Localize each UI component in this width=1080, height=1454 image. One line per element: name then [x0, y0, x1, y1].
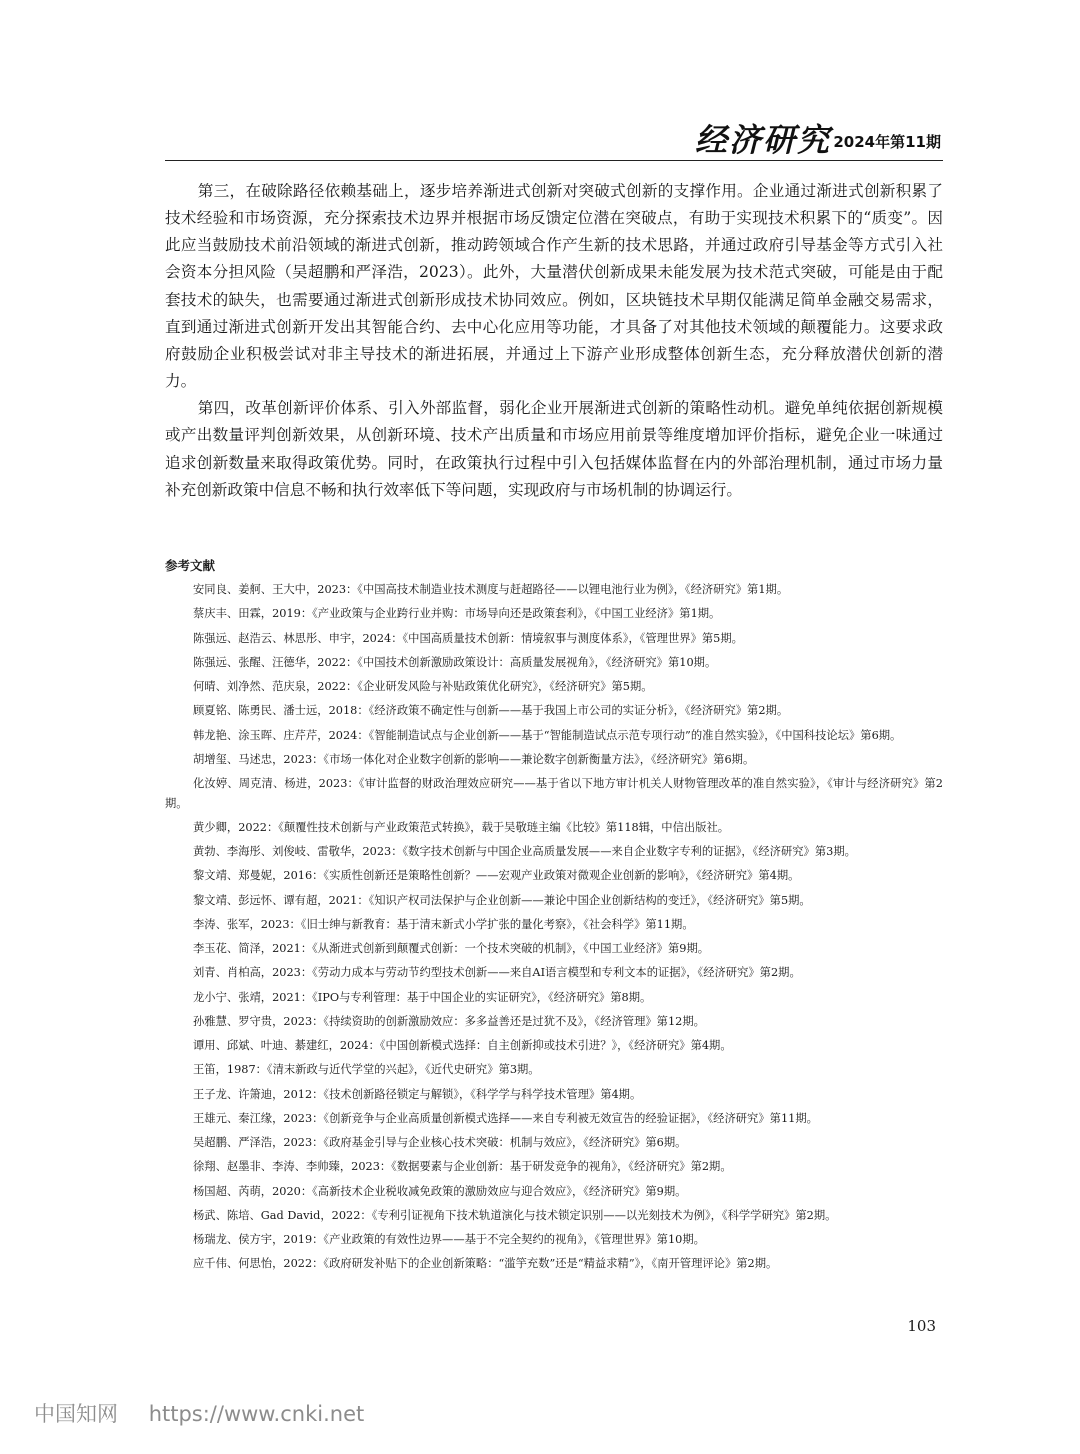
cnki-brand: 中国知网: [34, 1402, 118, 1426]
reference-item: 应千伟、何思怡，2022：《政府研发补贴下的企业创新策略：“滥竽充数”还是“精益求精”》，《南开管理评论》第2期。: [193, 1257, 778, 1271]
body-paragraph: 第四，改革创新评价体系、引入外部监督，弱化企业开展渐进式创新的策略性动机。避免单纯依据创新规模或产出数量评判创新效果，从创新环境、技术产出质量和市场应用前景等维度增加评价指标，避免企业一味通过追求创新数量来取得政策优势。同时，在政策执行过程中引入包括媒体监督在内的外部治理机制，通过市场力量补充创新政策中信息不畅和执行效率低下等问题，实现政府与市场机制的协调运行。: [165, 399, 943, 499]
body-paragraph: 第三，在破除路径依赖基础上，逐步培养渐进式创新对突破式创新的支撑作用。企业通过渐进式创新积累了技术经验和市场资源，充分探索技术边界并根据市场反馈定位潜在突破点，有助于实现技术积累下的“质变”。因此应当鼓励技术前沿领域的渐进式创新，推动跨领域合作产生新的技术思路，并通过政府引导基金等方式引入社会资本分担风险（吴超鹏和严泽浩，2023）。此外，大量潜伏创新成果未能发展为技术范式突破，可能是由于配套技术的缺失，也需要通过渐进式创新形成技术协同效应。例如，区块链技术早期仅能满足简单金融交易需求，直到通过渐进式创新开发出其智能合约、去中心化应用等功能，才具备了对其他技术领域的颠覆能力。这要求政府鼓励企业积极尝试对非主导技术的渐进拓展，并通过上下游产业形成整体创新生态，充分释放潜伏创新的潜力。: [165, 182, 943, 391]
reference-item: 顾夏铭、陈勇民、潘士远，2018：《经济政策不确定性与创新——基于我国上市公司的实证分析》，《经济研究》第2期。: [193, 704, 789, 718]
reference-item: 李玉花、简泽，2021：《从渐进式创新到颠覆式创新：一个技术突破的机制》，《中国工业经济》第9期。: [193, 942, 710, 955]
reference-item: 王笛，1987：《清末新政与近代学堂的兴起》，《近代史研究》第3期。: [193, 1063, 540, 1077]
watermark-footer: [34, 1400, 364, 1428]
reference-item: 黎文靖、郑曼妮，2016：《实质性创新还是策略性创新？——宏观产业政策对微观企业创新的影响》，《经济研究》第4期。: [193, 869, 800, 883]
page-number: 103: [907, 1317, 936, 1335]
reference-item: 安同良、姜舸、王大中，2023：《中国高技术制造业技术测度与赶超路径——以锂电池行业为例》，《经济研究》第1期。: [193, 583, 789, 596]
reference-item: 王雄元、秦江缘，2023：《创新竞争与企业高质量创新模式选择——来自专利被无效宣告的经验证据》，《经济研究》第11期。: [193, 1111, 818, 1125]
reference-item: 化汝婷、周克清、杨进，2023：《审计监督的财政治理效应研究——基于省以下地方审计机关人财物管理改革的准自然实验》，《审计与经济研究》第2期。: [165, 777, 943, 810]
reference-item: 谭用、邱斌、叶迪、綦建红，2024：《中国创新模式选择：自主创新抑或技术引进？》，《经济研究》第4期。: [193, 1039, 732, 1052]
reference-list: [165, 580, 943, 1279]
reference-item: 韩龙艳、涂玉晖、庄芹芹，2024：《智能制造试点与企业创新——基于“智能制造试点示范专项行动”的准自然实验》，《中国科技论坛》第6期。: [193, 728, 902, 742]
reference-item: 陈强远、张醒、汪德华，2022：《中国技术创新激励政策设计：高质量发展视角》，《经济研究》第10期。: [193, 655, 717, 669]
reference-item: 徐翔、赵墨非、李涛、李帅臻，2023：《数据要素与企业创新：基于研发竞争的视角》，《经济研究》第2期。: [193, 1160, 732, 1174]
reference-item: 黄勃、李海彤、刘俊岐、雷敬华，2023：《数字技术创新与中国企业高质量发展——来自企业数字专利的证据》，《经济研究》第3期。: [193, 845, 856, 858]
reference-item: 何晴、刘净然、范庆泉，2022：《企业研发风险与补贴政策优化研究》，《经济研究》第5期。: [193, 680, 653, 693]
main-body: [165, 178, 943, 504]
reference-item: 王子龙、许箫迪，2012：《技术创新路径锁定与解锁》，《科学学与科学技术管理》第4期。: [193, 1087, 642, 1101]
reference-item: 蔡庆丰、田霖，2019：《产业政策与企业跨行业并购：市场导向还是政策套利》，《中国工业经济》第1期。: [193, 607, 721, 621]
reference-item: 黄少卿，2022：《颠覆性技术创新与产业政策范式转换》，载于吴敬琏主编《比较》第118辑，中信出版社。: [193, 820, 730, 834]
reference-item: 刘青、肖柏高，2023：《劳动力成本与劳动节约型技术创新——来自AI语言模型和专利文本的证据》，《经济研究》第2期。: [193, 966, 801, 980]
reference-item: 杨国超、芮萌，2020：《高新技术企业税收减免政策的激励效应与迎合效应》，《经济研究》第9期。: [193, 1184, 687, 1198]
reference-item: 李涛、张军，2023：《旧士绅与新教育：基于清末新式小学扩张的量化考察》，《社会科学》第11期。: [193, 917, 694, 931]
reference-item: 杨瑞龙、侯方宇，2019：《产业政策的有效性边界——基于不完全契约的视角》，《管理世界》第10期。: [193, 1233, 705, 1246]
journal-logo: 经济研究: [694, 121, 831, 159]
reference-item: 黎文靖、彭远怀、谭有超，2021：《知识产权司法保护与企业创新——兼论中国企业创新结构的变迁》，《经济研究》第5期。: [193, 893, 811, 907]
reference-item: 杨武、陈培、Gad David，2022：《专利引证视角下技术轨道演化与技术锁定识别——以光刻技术为例》，《科学学研究》第2期。: [193, 1208, 837, 1222]
cnki-url-link[interactable]: https://www.cnki.net: [148, 1402, 365, 1426]
running-header: [165, 122, 943, 161]
issue-label: 2024年第11期: [833, 133, 941, 151]
reference-item: 胡增玺、马述忠，2023：《市场一体化对企业数字创新的影响——兼论数字创新衡量方法》，《经济研究》第6期。: [193, 752, 755, 766]
reference-item: 龙小宁、张靖，2021：《IPO与专利管理：基于中国企业的实证研究》，《经济研究》第8期。: [193, 990, 652, 1004]
reference-item: 陈强远、赵浩云、林思彤、申宇，2024：《中国高质量技术创新：情境叙事与测度体系》，《管理世界》第5期。: [193, 631, 743, 645]
reference-item: 吴超鹏、严泽浩，2023：《政府基金引导与企业核心技术突破：机制与效应》，《经济研究》第6期。: [193, 1136, 687, 1149]
references-heading: 参考文献: [165, 558, 216, 573]
reference-item: 孙雅慧、罗守贵，2023：《持续资助的创新激励效应：多多益善还是过犹不及》，《经济管理》第12期。: [193, 1014, 705, 1028]
